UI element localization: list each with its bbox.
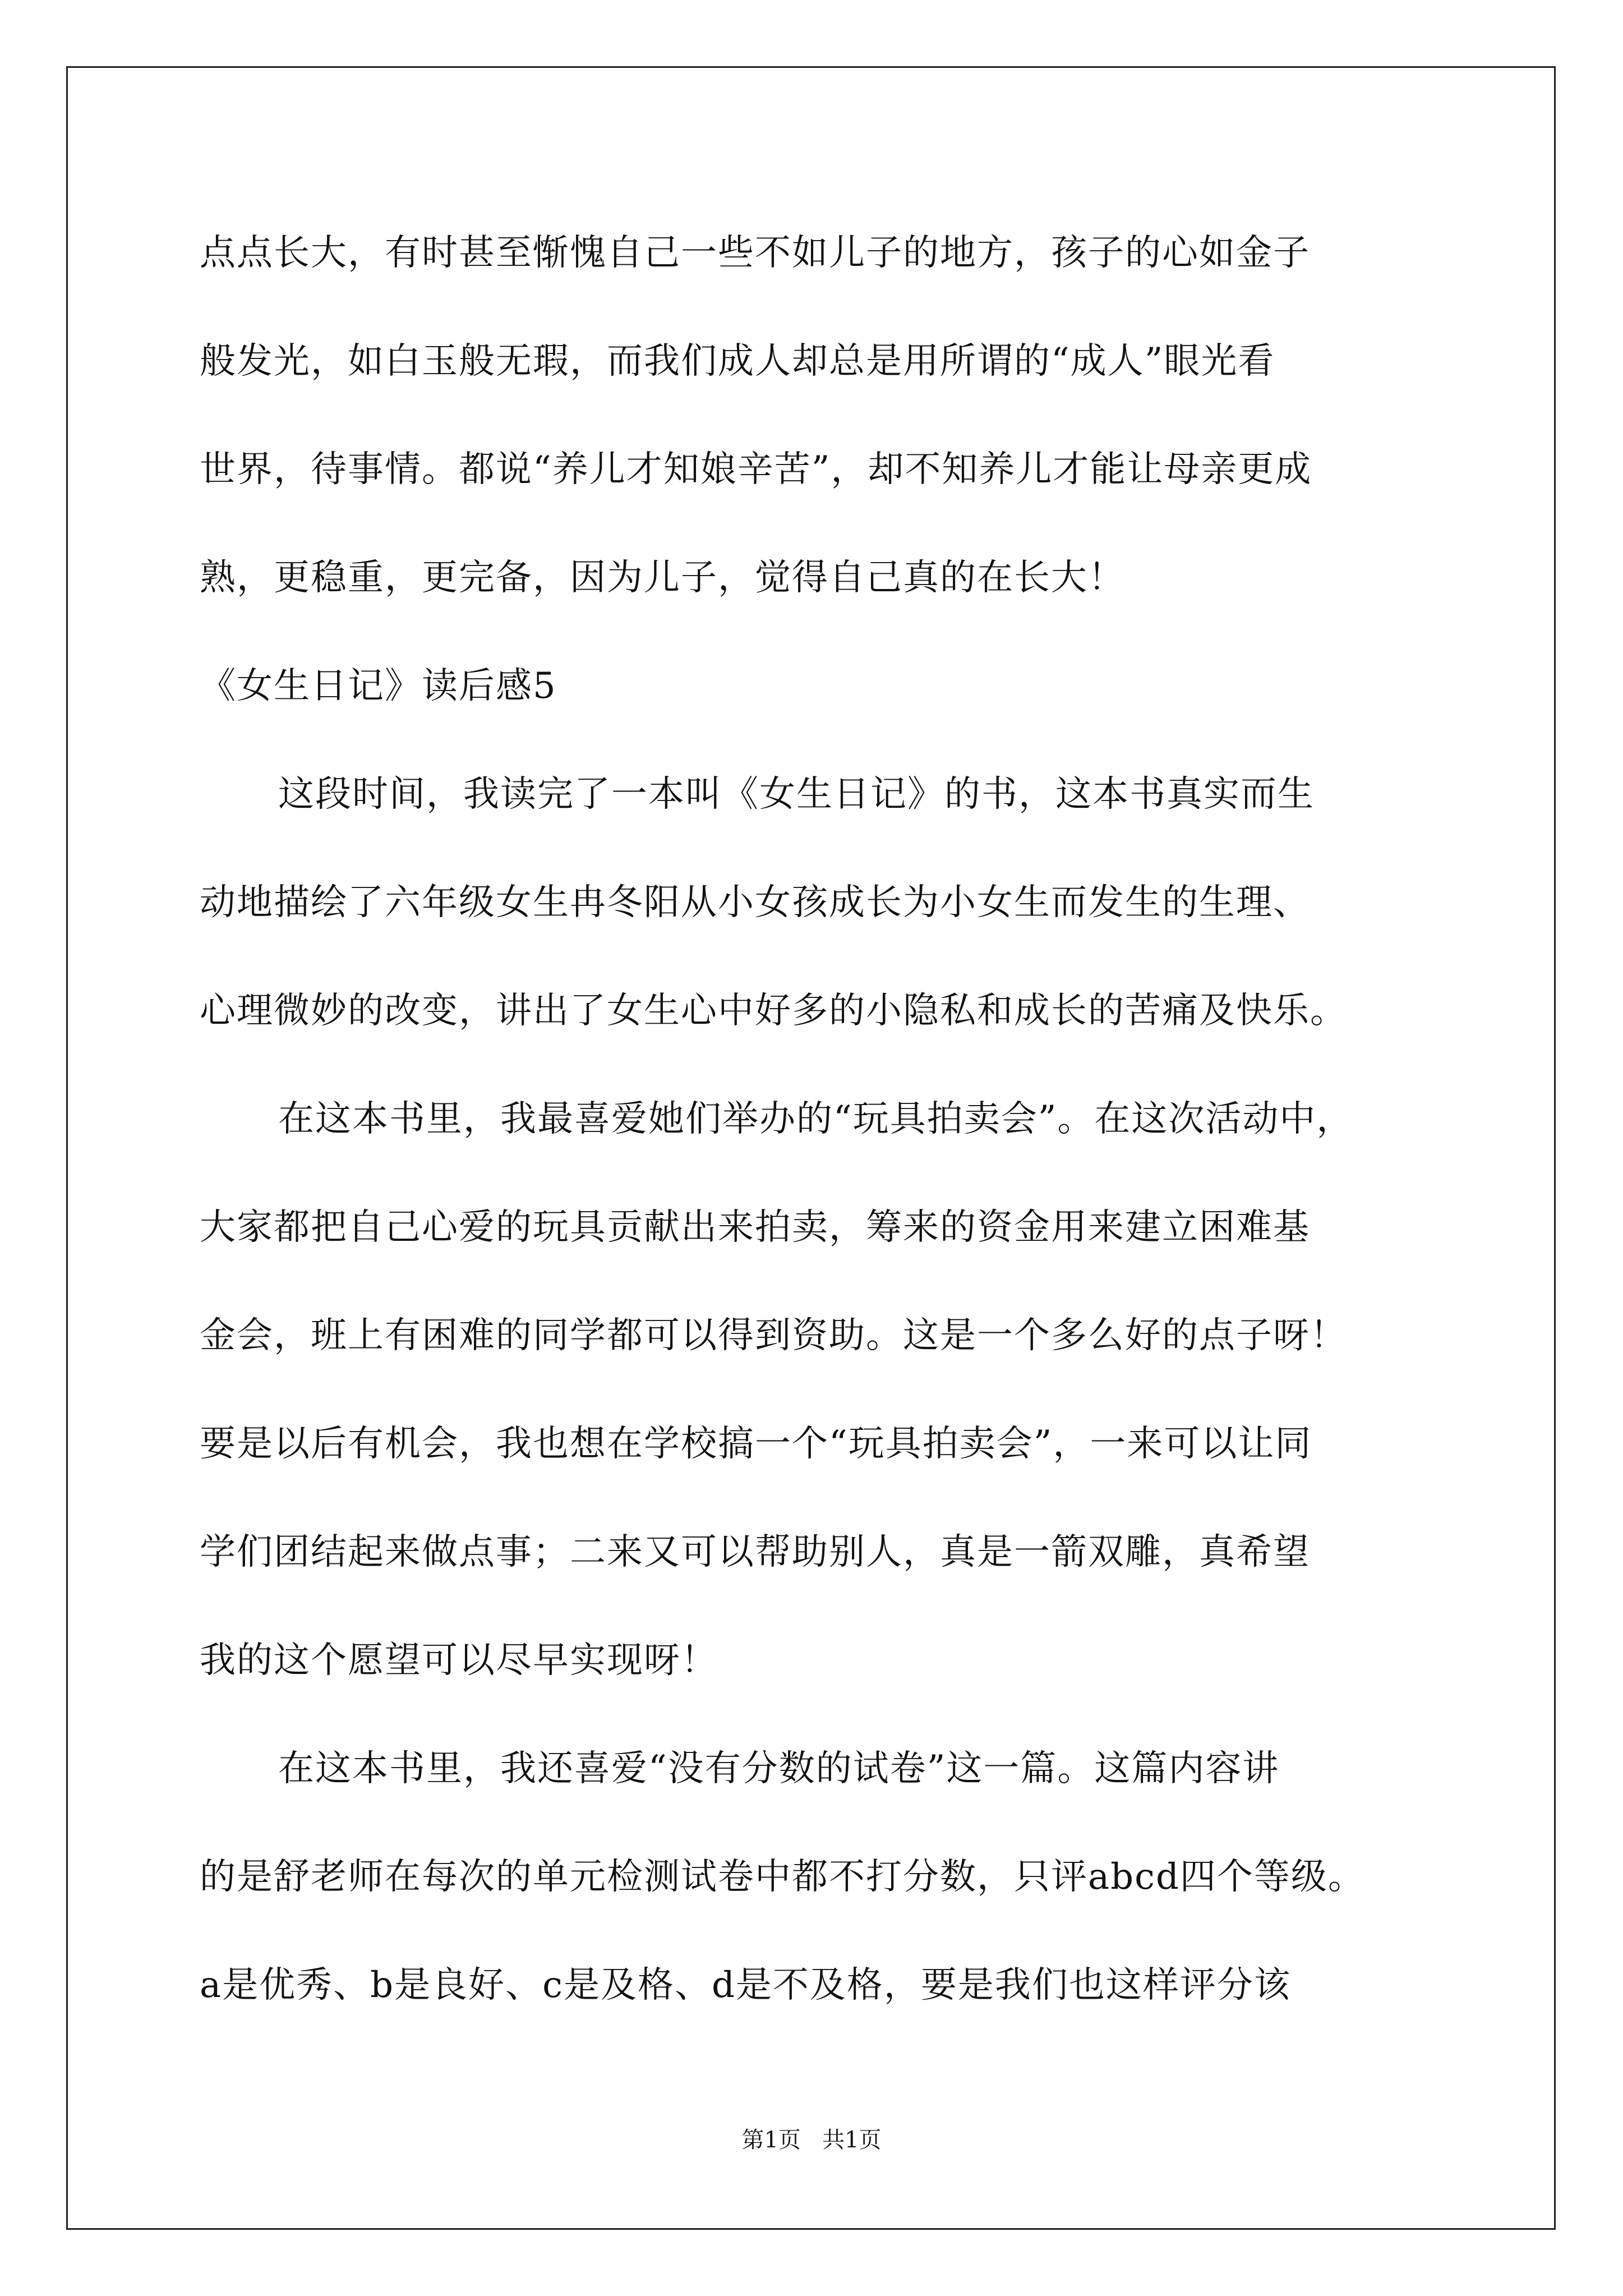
paragraph-line: 在这本书里，我最喜爱她们举办的“玩具拍卖会”。在这次活动中， <box>278 1098 1354 1140</box>
document-body <box>200 199 1433 2040</box>
paragraph-line: 我的这个愿望可以尽早实现呀！ <box>200 1640 718 1681</box>
paragraph-line: 世界，待事情。都说“养儿才知娘辛苦”，却不知养儿才能让母亲更成 <box>200 449 1312 490</box>
paragraph-line: 要是以后有机会，我也想在学校搞一个“玩具拍卖会”，一来可以让同 <box>200 1423 1312 1465</box>
paragraph-line: 心理微妙的改变，讲出了女生心中好多的小隐私和成长的苦痛及快乐。 <box>200 990 1347 1032</box>
paragraph-line: 的是舒老师在每次的单元检测试卷中都不打分数，只评abcd四个等级。 <box>200 1856 1365 1898</box>
paragraph-line: 在这本书里，我还喜爱“没有分数的试卷”这一篇。这篇内容讲 <box>278 1748 1280 1789</box>
paragraph-line: 点点长大，有时甚至惭愧自己一些不如儿子的地方，孩子的心如金子 <box>200 232 1310 274</box>
paragraph-line: 熟，更稳重，更完备，因为儿子，觉得自己真的在长大！ <box>200 557 1125 599</box>
paragraph-line: 这段时间，我读完了一本叫《女生日记》的书，这本书真实而生 <box>278 774 1315 815</box>
section-heading: 《女生日记》读后感5 <box>200 665 557 707</box>
paragraph-line: 学们团结起来做点事；二来又可以帮助别人，真是一箭双雕，真希望 <box>200 1531 1310 1573</box>
page-footer: 第1页 共1页 <box>741 2127 882 2153</box>
paragraph-line: 大家都把自己心爱的玩具贡献出来拍卖，筹来的资金用来建立困难基 <box>200 1207 1310 1248</box>
paragraph-line: 金会，班上有困难的同学都可以得到资助。这是一个多么好的点子呀！ <box>200 1315 1347 1356</box>
paragraph-line: 般发光，如白玉般无瑕，而我们成人却总是用所谓的“成人”眼光看 <box>200 341 1275 382</box>
paragraph-line: a是优秀、b是良好、c是及格、d是不及格，要是我们也这样评分该 <box>200 1964 1291 2006</box>
paragraph-line: 动地描绘了六年级女生冉冬阳从小女孩成长为小女生而发生的生理、 <box>200 882 1310 923</box>
